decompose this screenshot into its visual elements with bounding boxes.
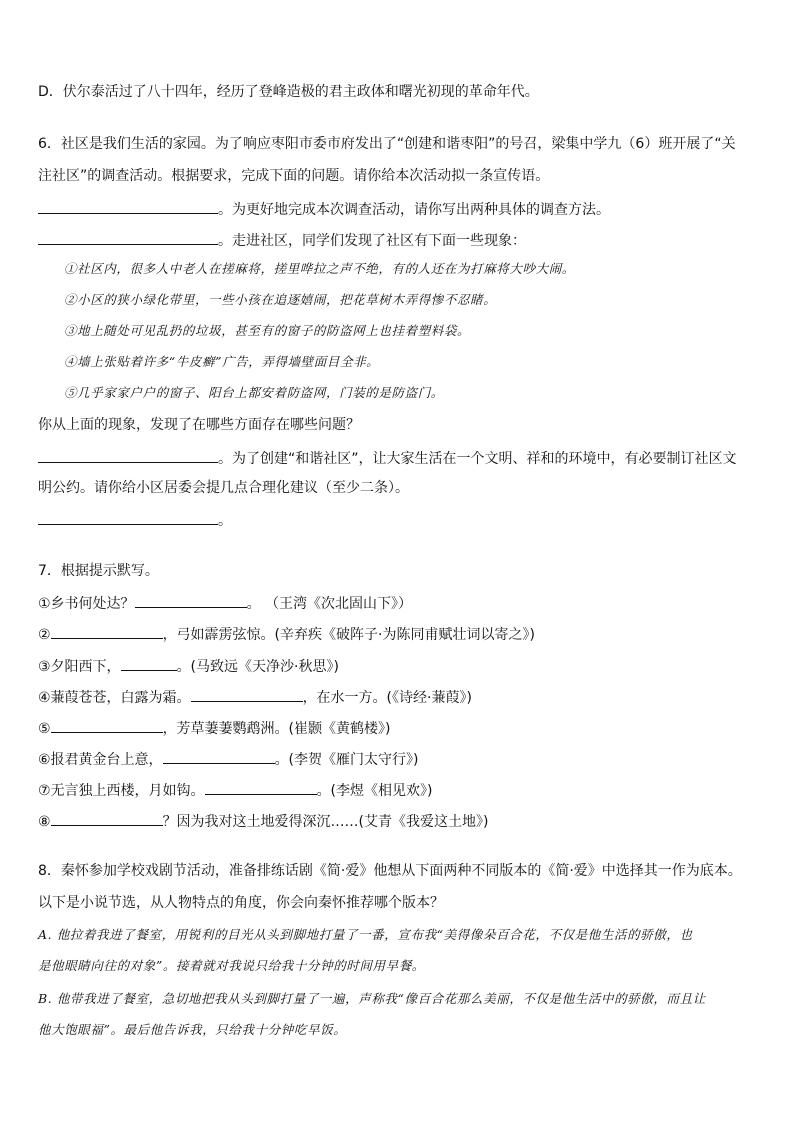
answer-blank[interactable] [191, 686, 303, 702]
q7-item7-suffix: 。(李煜《相见欢》) [316, 783, 433, 799]
q6-stem-line1: 6．社区是我们生活的家园。为了响应枣阳市委市府发出了“创建和谐枣阳”的号召，梁集中学九（6）班开展了“关 [38, 136, 736, 152]
q7-item8-prefix: ⑧ [38, 814, 51, 830]
q6-phenomenon-4: ④墙上张贴着许多“牛皮癣”广告，弄得墙壁面目全非。 [64, 354, 380, 369]
answer-blank[interactable] [51, 717, 163, 733]
q6-phenomenon-2: ②小区的狭小绿化带里，一些小孩在追逐嬉闹，把花草树木弄得惨不忍睹。 [64, 292, 497, 307]
answer-blank[interactable] [38, 198, 218, 214]
q6-sub1-row [38, 198, 760, 220]
q7-item8-suffix: ？因为我对这土地爱得深沉……(艾青《我爱这土地》) [162, 814, 489, 830]
q6-sub2-row [38, 229, 760, 251]
q6-phenomenon-1: ①社区内，很多人中老人在搓麻将，搓里哗拉之声不绝，有的人还在为打麻将大吵大闹。 [64, 261, 575, 276]
answer-blank[interactable] [51, 623, 163, 639]
q7-item-5 [38, 717, 760, 739]
q6-sub4-row [38, 509, 760, 531]
q7-item1-suffix: 。 （王湾《次北固山下》） [246, 596, 413, 612]
q6-sub3-text: 。为了创建“和谐社区”，让大家生活在一个文明、祥和的环境中，有必要制订社区文 [218, 451, 737, 467]
q7-item-1 [38, 592, 760, 614]
q6-sub1-text: 。为更好地完成本次调查活动，请你写出两种具体的调查方法。 [218, 202, 610, 218]
q6-question: 你从上面的现象，发现了在哪些方面存在哪些问题？ [38, 417, 360, 433]
answer-blank[interactable] [121, 655, 177, 671]
answer-blank[interactable] [38, 447, 218, 463]
answer-blank[interactable] [135, 592, 247, 608]
q8-option-b-line2: 他大饱眼福”。最后他告诉我，只给我十分钟吃早饭。 [38, 1022, 347, 1037]
q8-stem-line2: 以下是小说节选，从人物特点的角度，你会向秦怀推荐哪个版本？ [38, 895, 444, 911]
q7-item-3 [38, 655, 760, 677]
answer-blank[interactable] [205, 779, 317, 795]
q7-item6-suffix: 。(李贺《雁门太守行》) [274, 752, 419, 768]
q6-sub3-line2: 明公约。请你给小区居委会提几点合理化建议（至少二条）。 [38, 480, 409, 496]
q8-stem-line1: 8．秦怀参加学校戏剧节活动，准备排练话剧《简·爱》他想从下面两种不同版本的《简·爱》中选择其一作为底本。 [38, 863, 742, 879]
q7-item4-suffix: ，在水一方。(《诗经·蒹葭》) [302, 690, 472, 706]
q7-item2-prefix: ② [38, 627, 51, 643]
q7-item1-prefix: ①乡书何处达？ [38, 596, 135, 612]
q7-item5-prefix: ⑤ [38, 721, 51, 737]
q6-sub2-text: 。走进社区，同学们发现了社区有下面一些现象： [218, 233, 526, 249]
q5-option-d: D．伏尔泰活过了八十四年，经历了登峰造极的君主政体和曙光初现的革命年代。 [38, 84, 539, 100]
q7-item5-suffix: ，芳草萋萋鹦鹉洲。(崔颢《黄鹤楼》) [162, 721, 391, 737]
q6-stem-line2: 注社区”的调查活动。根据要求，完成下面的问题。请你给本次活动拟一条宣传语。 [38, 168, 550, 184]
q7-item-4 [38, 686, 760, 708]
q7-item3-suffix: 。(马致远《天净沙·秋思》) [176, 659, 339, 675]
q7-item-2 [38, 623, 760, 645]
q7-item-7 [38, 779, 760, 801]
q7-title: 7．根据提示默写。 [38, 563, 159, 579]
q7-item6-prefix: ⑥报君黄金台上意， [38, 752, 163, 768]
q7-item4-prefix: ④蒹葭苍苍，白露为霜。 [38, 690, 191, 706]
q7-item-6 [38, 748, 760, 770]
q7-item3-prefix: ③夕阳西下， [38, 659, 121, 675]
q7-item2-suffix: ，弓如霹雳弦惊。(辛弃疾《破阵子·为陈同甫赋壮词以寄之》) [162, 627, 535, 643]
q8-option-a-line1: A. 他拉着我进了餐室，用锐利的目光从头到脚地打量了一番，宣布我“美得像朵百合花，不仅是他生活的骄傲，也 [38, 927, 693, 942]
answer-blank[interactable] [163, 748, 275, 764]
q6-phenomenon-3: ③地上随处可见乱扔的垃圾，甚至有的窗子的防盗网上也挂着塑料袋。 [64, 323, 471, 338]
answer-blank[interactable] [51, 810, 163, 826]
q7-item7-prefix: ⑦无言独上西楼，月如钩。 [38, 783, 205, 799]
q6-sub4-text: 。 [218, 513, 232, 529]
q6-phenomenon-5: ⑤几乎家家户户的窗子、阳台上都安着防盗网，门装的是防盗门。 [64, 385, 444, 400]
answer-blank[interactable] [38, 509, 218, 525]
q7-item-8 [38, 810, 760, 832]
answer-blank[interactable] [38, 229, 218, 245]
q6-sub3-row [38, 447, 760, 469]
q8-option-a-line2: 是他眼睛向往的对象”。接着就对我说只给我十分钟的时间用早餐。 [38, 958, 425, 973]
q8-option-b-line1: B. 他带我进了餐室，急切地把我从头到脚打量了一遍，声称我“像百合花那么美丽，不仅是他生活中的骄傲，而且让 [38, 991, 706, 1006]
